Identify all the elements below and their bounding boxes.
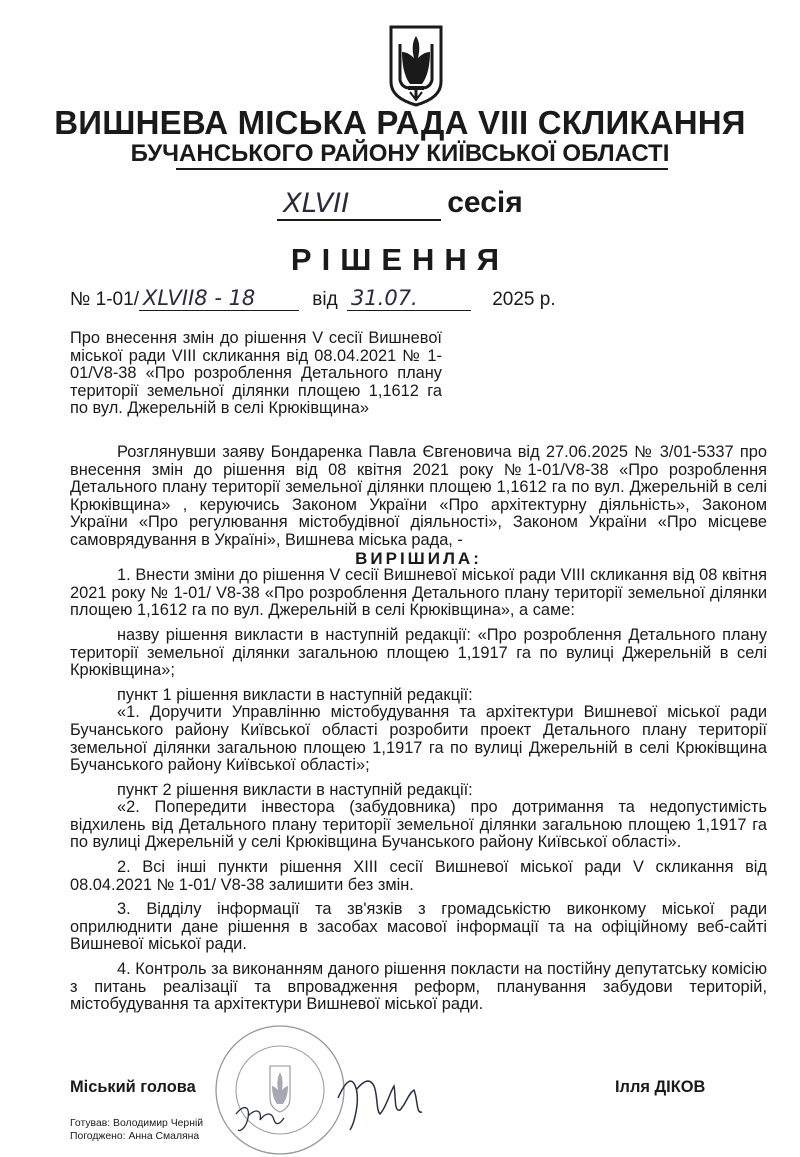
mayor-label: Міський голова [70, 1078, 196, 1096]
preamble-paragraph: Розглянувши заяву Бондаренка Павла Євгеновича від 27.06.2025 № 3/01-5337 про внесення змін до рішення від 08 квітня 2021 року №1-01/V8-38 «Про розроблення Детального плану території земельної ділянки площею 1,1612 га по вул. Джерельній в селі Крюківщина» , керуючись Законом України «Про архітектурну діяльність», Законом України «Про регулювання містобудівної діяльності», Законом України «Про місцеве самоврядування в Україні», Вишнева міська рада, - [70, 443, 767, 549]
prepared-by-block [70, 1117, 203, 1143]
item-1-point-1-text: «1. Доручити Управлінню містобудування та архітектури Вишневої міської ради Бучанського району Київської області розробити проект Детального плану території земельної ділянки загальною площею 1,1917 га по вулиці Джерельній в селі Крюківщина Бучанського району Київської області»; [70, 703, 767, 775]
subtitle-underline [176, 168, 668, 170]
date-label: від [312, 289, 338, 310]
item-1: 1. Внести зміни до рішення V сесії Вишневої міської ради VIII скликання від 08 квітня 2021 року № 1-01/ V8-38 «Про розроблення Детального плану території земельної ділянки площею 1,1612 га по вул. Джерельній в селі Крюківщина», а саме: [70, 566, 767, 620]
decision-number-handwritten: XLVII8 - 18 [139, 286, 299, 311]
session-number-handwritten: XLVII [277, 189, 441, 221]
agreed-by: Погоджено: Анна Смаляна [70, 1131, 200, 1142]
council-title: ВИШНЕВА МІСЬКА РАДА VIII СКЛИКАННЯ [54, 104, 746, 141]
session-line [0, 186, 800, 221]
mayor-signature [330, 1040, 440, 1140]
decision-topic: Про внесення змін до рішення V сесії Вишневої міської ради VIII скликання від 08.04.2021 № 1-01/V8-38 «Про розроблення Детального плану території земельної ділянки площею 1,1612 га по вул. Джерельній в селі Крюківщина» [70, 329, 442, 418]
decision-title: РІШЕННЯ [290, 242, 510, 277]
council-subtitle: БУЧАНСЬКОГО РАЙОНУ КИЇВСЬКОЇ ОБЛАСТІ [130, 140, 670, 167]
item-1-point-2-text: «2. Попередити інвестора (забудовника) про дотримання та недопустимість відхилень від Детального плану території земельної ділянки загальною площею 1,1917 га по вулиці Джерельній у селі Крюківщина Бучанського району Київської області». [70, 798, 767, 852]
item-1-name-change: назву рішення викласти в наступній редакції: «Про розроблення Детального плану території земельної ділянки загальною площею 1,1917 га по вулиці Джерельній в селі Крюківщина»; [70, 625, 767, 680]
approver-initials-signature [230, 1090, 290, 1140]
decision-year: 2025 р. [492, 289, 556, 310]
item-1-point-1-intro: пункт 1 рішення викласти в наступній редакції: [117, 685, 473, 704]
decision-number-line [70, 286, 556, 311]
decision-date-handwritten: 31.07. [347, 286, 471, 311]
item-3: 3. Відділу інформації та зв'язків з громадськістю виконкому міської ради оприлюднити дане рішення в засобах масової інформації та на офіційному веб-сайті Вишневої міської ради. [70, 900, 767, 954]
resolved-heading: ВИРІШИЛА: [355, 548, 482, 568]
coat-of-arms-icon [388, 24, 444, 108]
decision-body [70, 444, 767, 1014]
mayor-name: Ілля ДІКОВ [615, 1078, 706, 1096]
item-2: 2. Всі інші пункти рішення XIII сесії Вишневої міської ради V скликання від 08.04.2021 № 1-01/ V8-38 залишити без змін. [70, 858, 767, 894]
item-1-point-2-intro: пункт 2 рішення викласти в наступній редакції: [117, 780, 473, 799]
decision-number-prefix: № 1-01/ [70, 289, 139, 310]
prepared-by: Готував: Володимир Черній [70, 1118, 204, 1129]
session-label: сесія [447, 186, 523, 219]
item-4: 4. Контроль за виконанням даного рішення покласти на постійну депутатську комісію з питань реалізації та впровадження реформ, планування забудови територій, містобудування та архітектури Вишневої міської ради. [70, 960, 767, 1014]
